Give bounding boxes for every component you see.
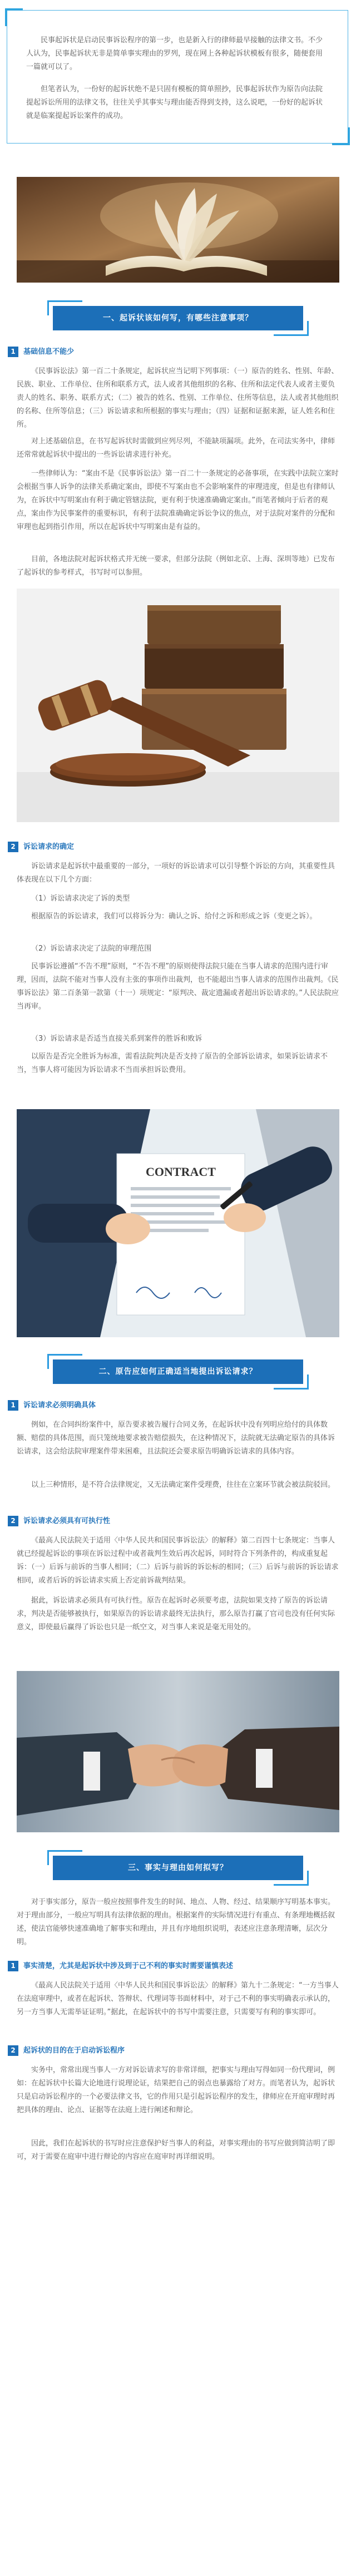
section-1-banner (53, 300, 303, 335)
subheading-number: 1 (8, 1400, 18, 1411)
contract-illustration (17, 1109, 339, 1337)
paragraph: 一些律师认为：“案由不是《民事诉讼法》第一百二十一条规定的必备事项，在实践中法院立案时会根据当事人诉争的法律关系确定案由，即使不写案由也不会影响案件的审理进度，但是也有律师认为，在诉状中写明案由有利于确定管辖法院，更有利于快速准确确定案由。”而笔者倾向于后者的观点，案由作为民事案件的重要标识，有利于法院准确确定诉讼争议的焦点，对于法院对案件的分配和审理也起到指引作用，所以在起诉状中写明案由是有益的。 (17, 469, 339, 531)
section-3-title: 三、事实与理由如何拟写？ (128, 1863, 228, 1872)
subheading-2-2 (8, 1515, 342, 1527)
subheading-title: 基础信息不能少 (23, 348, 75, 356)
subheading-title: 诉讼请求必须明确具体 (23, 1401, 96, 1410)
paragraph: 据此，诉讼请求必须具有可执行性。原告在起诉时必须要考虑，法院如果支持了原告的诉讼请求，判决是否能够被执行，如果原告的诉讼请求最终无法执行，那么原告打赢了官司也没有任何实际意义，即使最后赢得了诉讼也只是一纸空文，对当事人来说是毫无用处的。 (17, 1596, 335, 1631)
intro-box (7, 10, 348, 144)
paragraph: 《最高人民法院关于适用〈中华人民共和国民事诉讼法〉的解释》第九十二条规定：“一方当事人在法庭审理中，或者在起诉状、答辩状、代理词等书面材料中，对于己不利的事实明确表示承认的，另一方当事人无需举证证明。”据此，在起诉状中的书写中需要注意，只需要写有利的事实即可。 (17, 1981, 339, 2016)
paragraph: 对于事实部分，原告一般应按照事件发生的时间、地点、人物、经过、结果顺序写明基本事实。对于理由部分，一般应写明具有法律依据的理由。根据案件的实际情况进行有重点、有条理地概括叙述，使法官能够快速准确地了解事实和理由，并且有序地组织说明，表述应注意条理清晰，层次分明。 (17, 1898, 335, 1946)
handshake-photo (17, 1671, 339, 1832)
section-2-banner (53, 1354, 303, 1388)
intro-paragraph-1: 民事起诉状是启动民事诉讼程序的第一步，也是新入行的律师最早接触的法律文书。不少人认为，民事起诉状无非是简单事实理由的罗列，现在网上各种起诉状模板有很多，随便套用一篇就可以了。 (26, 36, 323, 71)
paragraph: 目前，各地法院对起诉状格式并无统一要求，但部分法院（例如北京、上海、深圳等地）已发布了起诉状的参考样式，书写时可以参照。 (17, 555, 335, 577)
subheading-title: 诉讼请求必须具有可执行性 (23, 1517, 111, 1525)
subheading-1-1 (8, 346, 342, 358)
paragraph: 根据原告的诉讼请求，我们可以将诉分为：确认之诉、给付之诉和形成之诉（变更之诉）。 (31, 912, 317, 921)
paragraph: 《民事诉讼法》第一百二十条规定，起诉状应当记明下列事项：（一）原告的姓名、性别、年龄、民族、职业、工作单位、住所和联系方式，法人或者其他组织的名称、住所和法定代表人或者主要负责人的姓名、职务、联系方式；（二）被告的姓名、性别、工作单位、住所等信息，法人或者其他组织的名称、住所等信息；（三）诉讼请求和所根据的事实与理由；（四）证据和证据来源，证人姓名和住所。 (17, 367, 339, 429)
paragraph: 因此，我们在起诉状的书写时应注意保护好当事人的利益，对事实理由的书写应做到简洁明了即可，对于需要在庭审中进行辩论的内容应在庭审时再详细说明。 (17, 2139, 335, 2161)
subheading-title: 事实清楚，尤其是起诉状中涉及到于己不利的事实时需要谨慎表述 (23, 1962, 234, 1970)
open-book-photo (17, 177, 339, 283)
subheading-number: 2 (8, 2045, 18, 2056)
list-item: （2）诉讼请求决定了法院的审理范围 (31, 945, 152, 953)
subheading-3-1 (8, 1960, 342, 1972)
list-item: （1）诉讼请求决定了诉的类型 (31, 894, 130, 903)
gavel-photo (17, 589, 339, 822)
paragraph: 以上三种情形，是不符合法律规定，又无法确定案件受理费，往往在立案环节就会被法院驳回。 (31, 1481, 335, 1489)
paragraph: 例如，在合同纠纷案件中，原告要求被告履行合同义务，在起诉状中没有列明应给付的具体数额、赔偿的具体范围，而只笼统地要求被告赔偿损失，在这种情况下，法院就无法确定原告的具体诉讼请求，这会给法院审理案件带来困难，且法院还会要求原告明确诉讼请求的具体内容。 (17, 1421, 335, 1456)
paragraph: 以原告是否完全胜诉为标准，需看法院判决是否支持了原告的全部诉讼请求，如果诉讼请求不当，当事人将可能因为诉讼请求不当而承担诉讼费用。 (17, 1052, 328, 1074)
paragraph: 诉讼请求是起诉状中最重要的一部分，一项好的诉讼请求可以引导整个诉讼的方向，其重要性具体表现在以下几个方面： (17, 862, 335, 884)
subheading-1-2 (8, 841, 342, 853)
contract-label: CONTRACT (146, 1165, 216, 1179)
subheading-number: 2 (8, 842, 18, 852)
subheading-number: 1 (8, 1961, 18, 1971)
subheading-title: 起诉状的目的在于启动诉讼程序 (23, 2046, 125, 2055)
subheading-number: 2 (8, 1516, 18, 1526)
list-item: （3）诉讼请求是否适当直接关系到案件的胜诉和败诉 (31, 1035, 202, 1043)
section-3-banner (53, 1850, 303, 1885)
section-1-title: 一、起诉状该如何写，有哪些注意事项？ (103, 314, 253, 323)
paragraph: 《最高人民法院关于适用〈中华人民共和国民事诉讼法〉的解释》第二百四十七条规定：当事人就已经提起诉讼的事项在诉讼过程中或者裁判生效后再次起诉，同时符合下列条件的，构成重复起诉：（一）后诉与前诉的当事人相同；（二）后诉与前诉的诉讼标的相同；（三）后诉与前诉的诉讼请求相同，或者后诉的诉讼请求实质上否定前诉裁判结果。 (17, 1536, 339, 1585)
paragraph: 实务中，常常出现当事人一方对诉讼请求写的非常详细，把事实与理由写得如同一份代理词，例如：在起诉状中长篇大论地进行说理论证，结果把自己的弱点也暴露给了对方。而笔者认为，起诉状只是启动诉讼程序的一个必要法律文书，它的作用只是引起诉讼程序的发生，律师应在开庭审理时再把具体的理由、论点、证据等在法庭上进行阐述和辩论。 (17, 2066, 335, 2114)
subheading-number: 1 (8, 347, 18, 357)
section-2-title: 二、原告应如何正确适当地提出诉讼请求？ (98, 1367, 258, 1376)
subheading-2-1 (8, 1400, 342, 1412)
intro-paragraph-2: 但笔者认为，一份好的起诉状绝不是只固有模板的简单照抄，民事起诉状作为原告向法院提起诉讼所用的法律文书，往往关乎其事实与理由能否得到支持，这么说吧，一份好的起诉状就是临案提起诉讼案件的成功。 (26, 85, 323, 120)
subheading-3-2 (8, 2045, 342, 2057)
paragraph: 对上述基础信息，在书写起诉状时需做到应列尽列，不能缺项漏项。此外，在司法实务中，律师还常常就起诉状中提出的一些诉讼请求进行补充。 (17, 437, 335, 459)
paragraph: 民事诉讼遵循“不告不理”原则，“不告不理”的原则使得法院只能在当事人请求的范围内进行审理，因而，法院不能对当事人没有主张的事项作出裁判，也不能超出当事人请求的范围作出裁判。《民事诉讼法》第二百条第一款第（十一）项规定：“原判决、裁定遗漏或者超出诉讼请求的。”人民法院应当再审。 (17, 962, 339, 1011)
subheading-title: 诉讼请求的确定 (23, 843, 75, 851)
